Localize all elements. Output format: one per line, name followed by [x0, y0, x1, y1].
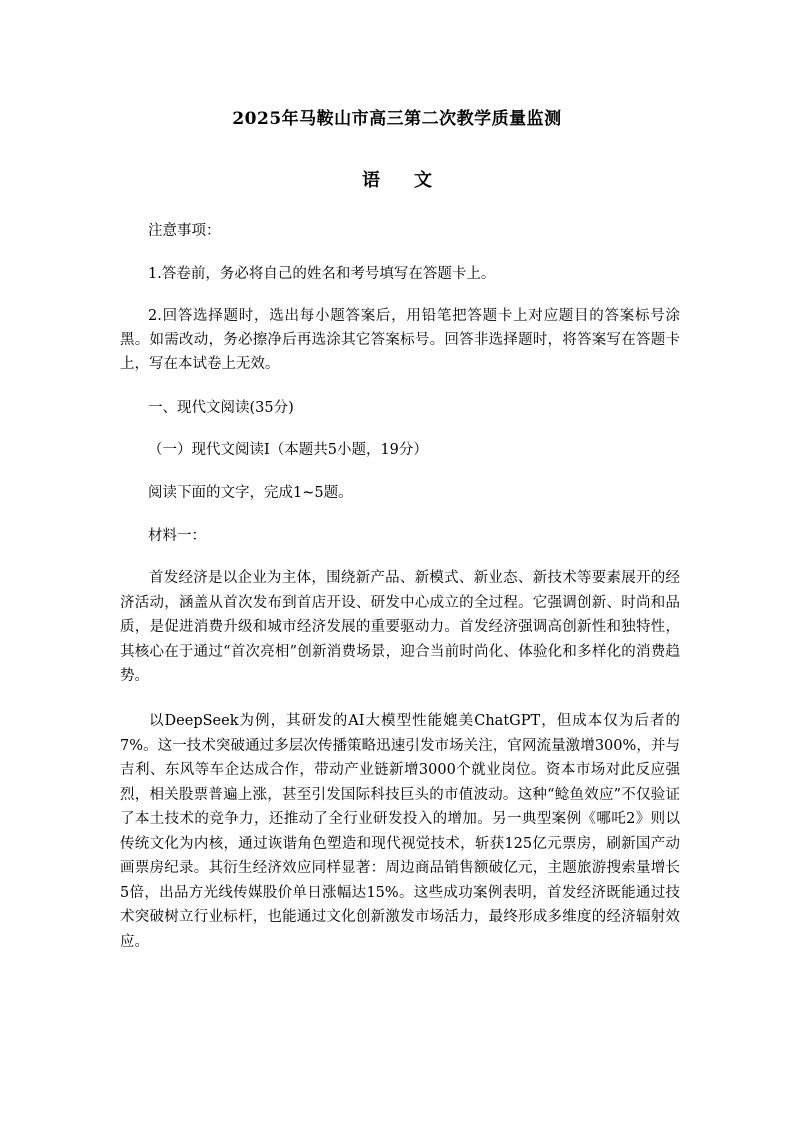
- section-subpart-heading: （一）现代文阅读Ⅰ（本题共5小题，19分）: [148, 442, 428, 458]
- notice-heading: 注意事项：: [148, 223, 221, 239]
- section-part-heading: 一、现代文阅读(35分): [148, 400, 294, 416]
- passage-paragraph-1: 首发经济是以企业为主体，围绕新产品、新模式、新业态、新技术等要素展开的经济活动，涵盖从首次发布到首店开设、研发中心成立的全过程。它强调创新、时尚和品质，是促进消费升级和城市经济发展的重要驱动力。首发经济强调高创新性和独特性，其核心在于通过“首次亮相”创新消费场景，迎合当前时尚化、体验化和多样化的消费趋势。: [120, 570, 680, 684]
- material-label: 材料一：: [148, 528, 206, 544]
- passage-paragraph-2: 以DeepSeek为例，其研发的AI大模型性能媲美ChatGPT，但成本仅为后者的7%。这一技术突破通过多层次传播策略迅速引发市场关注，官网流量激增300%，并与吉利、东风等车企达成合作，带动产业链新增3000个就业岗位。资本市场对此反应强烈，相关股票普遍上涨，甚至引发国际科技巨头的市值波动。这种“鲶鱼效应”不仅验证了本土技术的竞争力，还推动了全行业研发投入的增加。另一典型案例《哪吒2》则以传统文化为内核，通过诙谐角色塑造和现代视觉技术，斩获125亿元票房，刷新国产动画票房纪录。其衍生经济效应同样显著：周边商品销售额破亿元，主题旅游搜索量增长5倍，出品方光线传媒股价单日涨幅达15%。这些成功案例表明，首发经济既能通过技术突破树立行业标杆，也能通过文化创新激发市场活力，最终形成多维度的经济辐射效应。: [120, 713, 680, 950]
- exam-subject: 语文: [362, 170, 466, 191]
- notice-item-2: 2.回答选择题时，选出每小题答案后，用铅笔把答题卡上对应题目的答案标号涂黑。如需改动，务必擦净后再选涂其它答案标号。回答非选择题时，将答案写在答题卡上，写在本试卷上无效。: [120, 308, 680, 372]
- reading-instruction: 阅读下面的文字，完成1~5题。: [148, 485, 353, 501]
- notice-item-1: 1.答卷前，务必将自己的姓名和考号填写在答题卡上。: [148, 266, 496, 282]
- exam-title: 2025年马鞍山市高三第二次教学质量监测: [232, 109, 562, 129]
